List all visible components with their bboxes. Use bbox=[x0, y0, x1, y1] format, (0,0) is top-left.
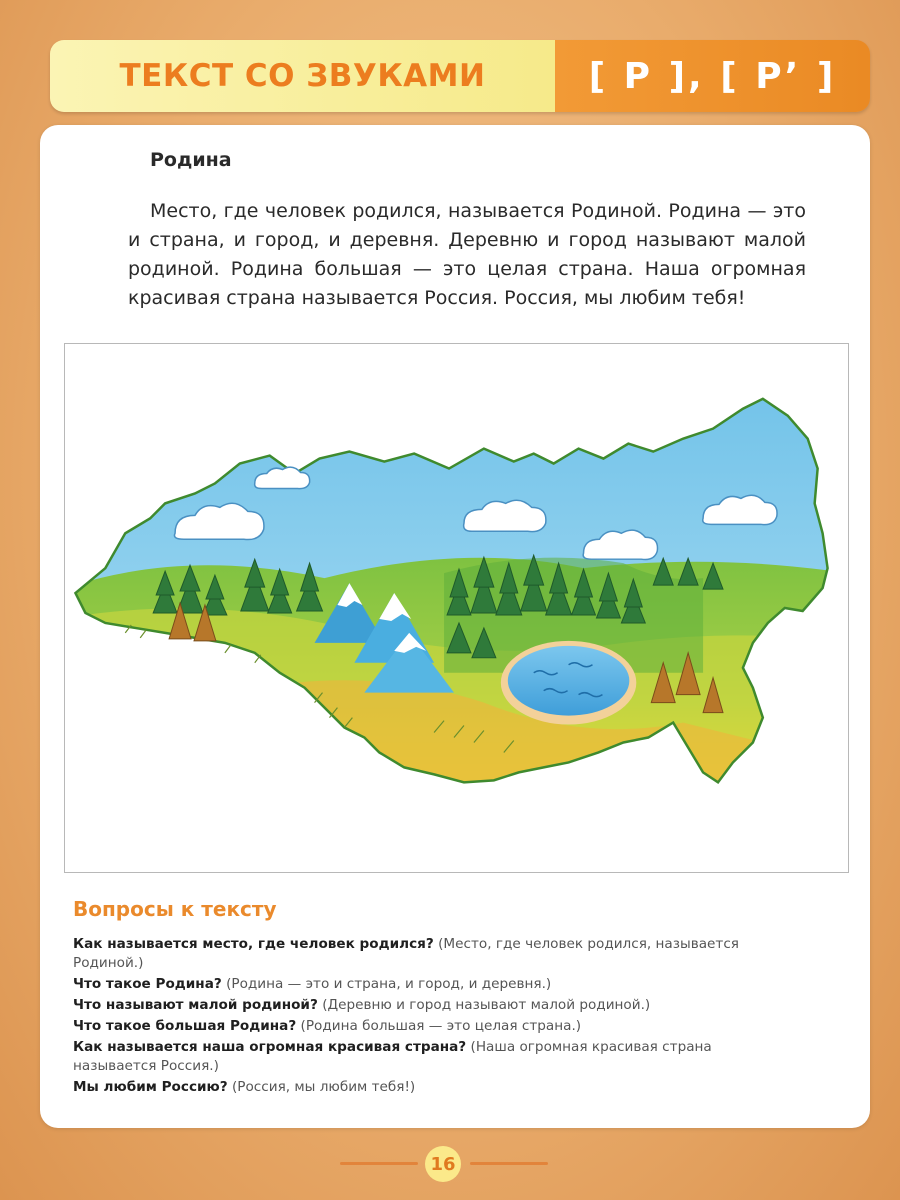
answer-text: (Родина — это и страна, и город, и деревня.) bbox=[226, 976, 552, 992]
questions-title: Вопросы к тексту bbox=[73, 897, 277, 921]
story-text: Место, где человек родился, называется Родиной. Родина — это и страна, и город, и деревня. Деревню и город называют малой родиной. Родина большая — это целая страна. Наша огромная красивая страна называется Россия. Россия, мы любим тебя! bbox=[128, 200, 806, 309]
questions-list bbox=[73, 935, 798, 1099]
story-title: Родина bbox=[150, 149, 232, 171]
qa-item bbox=[73, 1017, 798, 1036]
qa-item bbox=[73, 1078, 798, 1097]
question-text: Как называется место, где человек родился? bbox=[73, 936, 434, 952]
content-card bbox=[40, 125, 870, 1128]
question-text: Как называется наша огромная красивая страна? bbox=[73, 1039, 467, 1055]
answer-text: (Наша огромная красивая страна называется Россия.) bbox=[73, 1039, 712, 1074]
map-illustration-icon bbox=[65, 344, 848, 872]
footer-divider-left bbox=[340, 1162, 418, 1165]
question-text: Мы любим Россию? bbox=[73, 1079, 228, 1095]
qa-item bbox=[73, 935, 798, 973]
page-number: 16 bbox=[425, 1146, 461, 1182]
answer-text: (Родина большая — это целая страна.) bbox=[300, 1018, 582, 1034]
header-sounds: [ Р ], [ Р’ ] bbox=[588, 55, 837, 97]
russia-map-illustration bbox=[64, 343, 849, 873]
header-title-panel bbox=[50, 40, 555, 112]
answer-text: (Деревню и город называют малой родиной.) bbox=[322, 997, 651, 1013]
section-header bbox=[50, 40, 870, 112]
answer-text: (Место, где человек родился, называется Родиной.) bbox=[73, 936, 739, 971]
answer-text: (Россия, мы любим тебя!) bbox=[231, 1079, 416, 1095]
question-text: Что такое большая Родина? bbox=[73, 1018, 297, 1034]
footer-divider-right bbox=[470, 1162, 548, 1165]
qa-item bbox=[73, 1038, 798, 1076]
qa-item bbox=[73, 996, 798, 1015]
header-title: ТЕКСТ СО ЗВУКАМИ bbox=[119, 58, 486, 94]
header-sounds-panel bbox=[555, 40, 870, 112]
question-text: Что такое Родина? bbox=[73, 976, 222, 992]
question-text: Что называют малой родиной? bbox=[73, 997, 318, 1013]
page-footer bbox=[0, 1146, 900, 1182]
qa-item bbox=[73, 975, 798, 994]
